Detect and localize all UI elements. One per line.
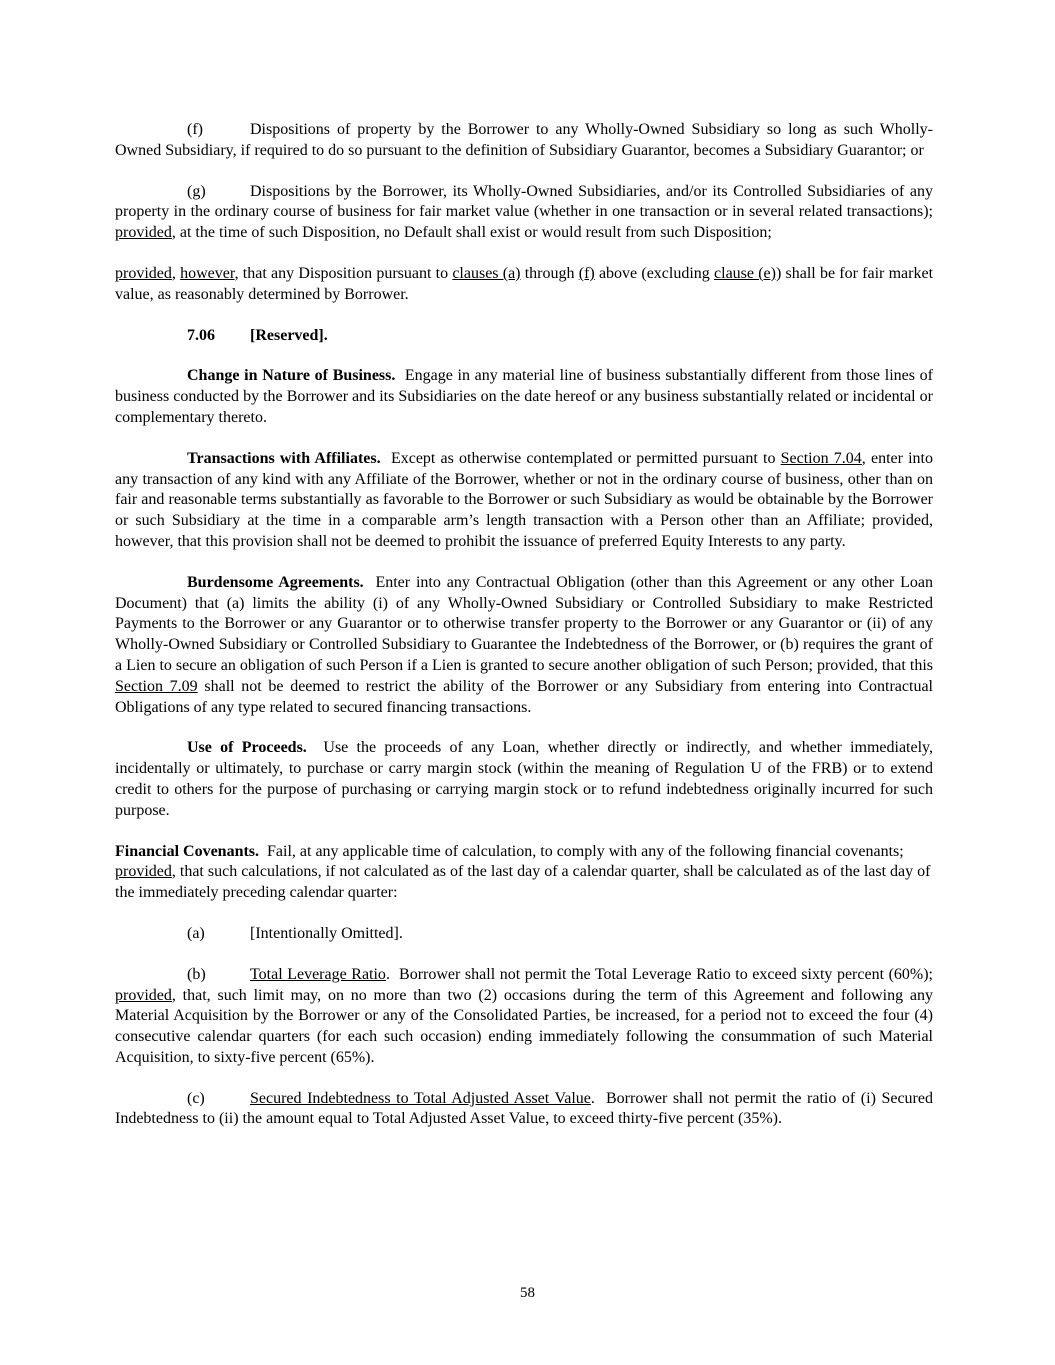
text-run: Use of Proceeds. xyxy=(187,739,307,757)
paragraph-label: (g) xyxy=(187,182,206,200)
covenant-c-secured-indebtedness xyxy=(115,1089,933,1131)
text-run: clauses (a) xyxy=(452,264,521,282)
page-number: 58 xyxy=(520,1285,535,1301)
text-run: Enter into any Contractual Obligation (other than this Agreement or any other Loan Document) that (a) limits the ability (i) of any Wholly-Owned Subsidiary or Controlled Subsidiary to make Restricted Payments to the Borrower or any Guarantor or to otherwise transfer property to the Borrower or any Guarantor or (ii) of any Wholly-Owned Subsidiary or Controlled Subsidiary to Guarantee the Indebtedness of the Borrower, or (b) requires the grant of a Lien to secure an obligation of such Person if a Lien is granted to secure another obligation of such Person; provided, that this xyxy=(115,573,934,674)
paragraph-label: (b) xyxy=(187,965,206,983)
text-run: above (excluding xyxy=(594,264,715,282)
paragraph-proviso xyxy=(115,264,933,306)
section-use-of-proceeds xyxy=(115,738,933,821)
paragraph-label: (c) xyxy=(187,1089,205,1107)
text-run: [Intentionally Omitted]. xyxy=(250,924,403,942)
text-run: shall not be deemed to restrict the ability of the Borrower or any Subsidiary from entering into Contractual Obligations of any type related to secured financing transactions. xyxy=(115,677,933,716)
section-financial-covenants xyxy=(115,842,933,904)
text-run: (f) xyxy=(578,264,595,282)
text-run: [Reserved]. xyxy=(250,326,328,344)
paragraph-f xyxy=(115,120,933,162)
text-run: Total Leverage Ratio xyxy=(250,965,386,983)
text-run: , that any Disposition pursuant to xyxy=(234,264,453,282)
text-run: Use the proceeds of any Loan, whether directly or indirectly, and whether immediately, incidentally or ultimately, to purchase or carry margin stock (within the meaning of Regulation U of the FRB) or to extend credit to others for the purpose of purchasing or carrying margin stock or to refund indebtedness originally incurred for such purpose. xyxy=(115,739,933,819)
text-run: Section 7.09 xyxy=(115,677,198,695)
text-run: , enter into any transaction of any kind with any Affiliate of the Borrower, whether or not in the ordinary course of business, other than on fair and reasonable terms substantially as favorable to the Borrower or such Subsidiary as would be obtainable by the Borrower or such Subsidiary at the time in a comparable arm’s length transaction with a Person other than an Affiliate; provided, however, that this provision shall not be deemed to prohibit the issuance of preferred Equity Interests to any party. xyxy=(115,449,934,550)
text-run: provided xyxy=(115,863,172,881)
text-run: provided xyxy=(115,986,172,1004)
paragraph-label: 7.06 xyxy=(187,326,215,344)
text-run: Engage in any material line of business substantially different from those lines of business conducted by the Borrower and its Subsidiaries on the date hereof or any business substantially related or incidental or complementary thereto. xyxy=(115,367,934,426)
text-run: , at the time of such Disposition, no Default shall exist or would result from such Disposition; xyxy=(171,224,772,242)
text-run: Secured Indebtedness to Total Adjusted Asset Value xyxy=(250,1089,591,1107)
section-transactions-with-affiliates xyxy=(115,449,933,553)
paragraph-label: (f) xyxy=(187,121,203,138)
text-run: , that such calculations, if not calculated as of the last day of a calendar quarter, shall be calculated as of the last day of the immediately preceding calendar quarter: xyxy=(115,863,931,902)
text-run: ) shall be for fair market value, as reasonably determined by Borrower. xyxy=(115,264,934,303)
text-run: provided xyxy=(115,264,172,282)
section-burdensome-agreements xyxy=(115,573,933,719)
text-run: Except as otherwise contemplated or permitted pursuant to xyxy=(380,449,781,467)
text-run: provided xyxy=(115,224,172,242)
text-run: Dispositions by the Borrower, its Wholly-Owned Subsidiaries, and/or its Controlled Subsidiaries of any property in the ordinary course of business for fair market value (whether in one transaction or in several related transactions); xyxy=(115,182,933,221)
text-run: , that, such limit may, on no more than two (2) occasions during the term of this Agreement and following any Material Acquisition by the Borrower or any of the Consolidated Parties, be increased, for a period not to exceed the four (4) consecutive calendar quarters (for each such occasion) ending immediately following the consummation of such Material Acquisition, to sixty-five percent (65%). xyxy=(115,986,933,1066)
text-run: Section 7.04 xyxy=(780,449,862,467)
document-body xyxy=(115,120,933,1150)
text-run: however xyxy=(180,264,235,282)
covenant-b-total-leverage-ratio xyxy=(115,965,933,1069)
text-run: clause (e) xyxy=(714,264,776,282)
text-run: Financial Covenants. xyxy=(115,842,260,860)
paragraph-label: (a) xyxy=(187,924,205,942)
text-run: , xyxy=(171,264,181,282)
paragraph-g xyxy=(115,182,933,244)
text-run: through xyxy=(520,264,579,282)
text-run: . Borrower shall not permit the ratio of (i) Secured Indebtedness to (ii) the amount equal to Total Adjusted Asset Value, to exceed thirty-five percent (35%). xyxy=(115,1089,933,1128)
text-run: Dispositions of property by the Borrower to any Wholly-Owned Subsidiary so long as such Wholly-Owned Subsidiary, if required to do so pursuant to the definition of Subsidiary Guarantor, becomes a Subsidiary Guarantor; or xyxy=(115,121,933,159)
text-run: Change in Nature of Business. xyxy=(187,367,396,385)
section-7-06-reserved xyxy=(115,326,933,347)
text-run: Transactions with Affiliates. xyxy=(187,449,381,467)
text-run: Burdensome Agreements. xyxy=(187,573,364,591)
section-change-in-nature-of-business xyxy=(115,366,933,428)
text-run: Fail, at any applicable time of calculation, to comply with any of the following financial covenants; xyxy=(259,842,904,860)
covenant-a xyxy=(115,924,933,945)
text-run: . Borrower shall not permit the Total Leverage Ratio to exceed sixty percent (60%); xyxy=(385,965,933,983)
